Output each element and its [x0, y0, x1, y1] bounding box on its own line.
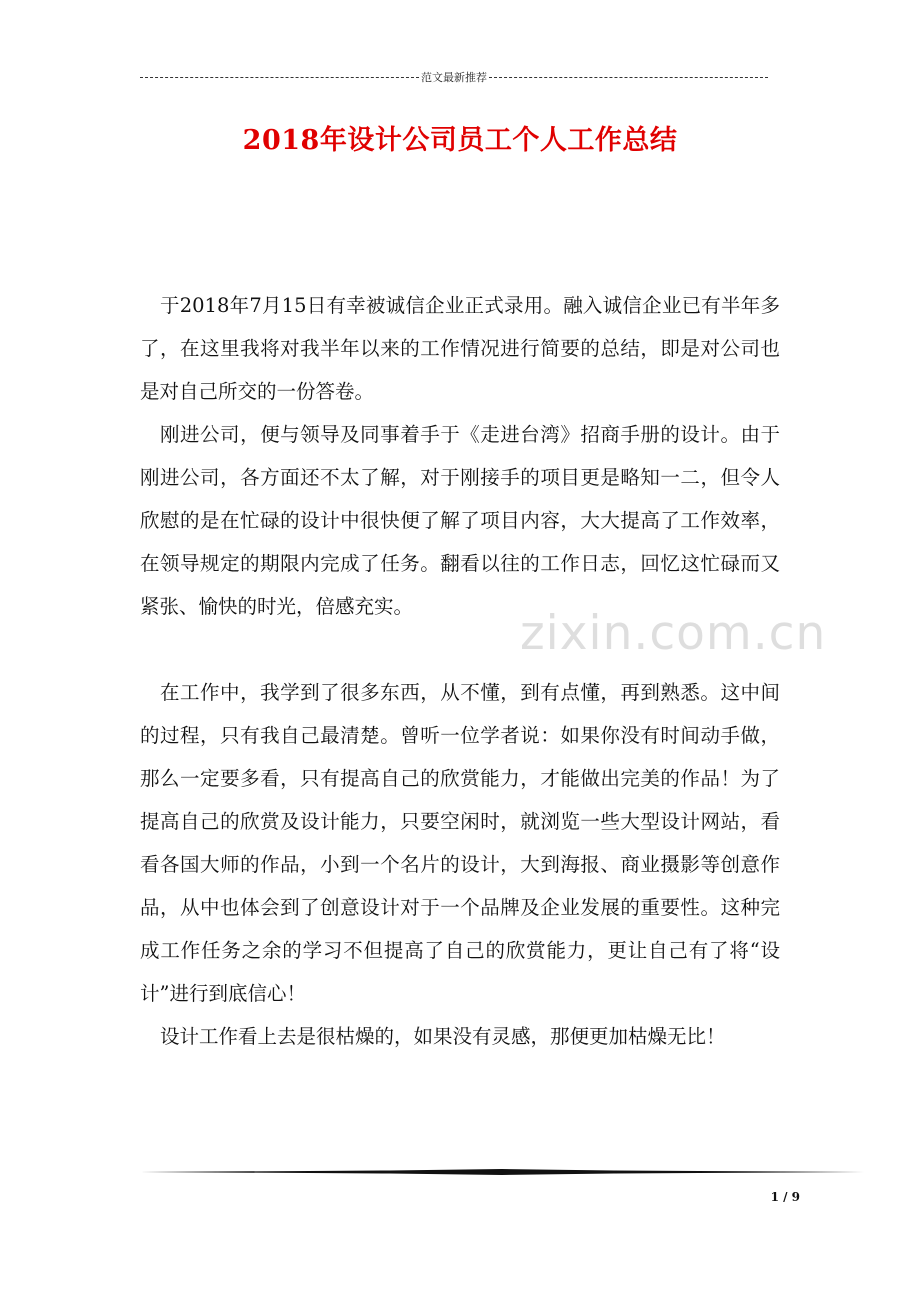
paragraph-4: 设计工作看上去是很枯燥的，如果没有灵感，那便更加枯燥无比！	[160, 1025, 726, 1048]
header-dashes-right	[489, 77, 768, 78]
document-body	[140, 284, 780, 1058]
document-title: 2018年设计公司员工个人工作总结	[242, 125, 678, 156]
paragraph-3: 在工作中，我学到了很多东西，从不懂，到有点懂，再到熟悉。这中间的过程，只有我自己最清楚。曾听一位学者说：如果你没有时间动手做，那么一定要多看，只有提高自己的欣赏能力，才能做出完美的作品！为了提高自己的欣赏及设计能力，只要空闲时，就浏览一些大型设计网站，看看各国大师的作品，小到一个名片的设计，大到海报、商业摄影等创意作品，从中也体会到了创意设计对于一个品牌及企业发展的重要性。这种完成工作任务之余的学习不但提高了自己的欣赏能力，更让自己有了将“设计”进行到底信心！	[140, 681, 780, 1005]
watermark: zixin.com.cn	[520, 606, 827, 661]
page-header	[140, 68, 768, 86]
page-number: 1 / 9	[770, 1190, 800, 1204]
header-label: 范文最新推荐	[421, 71, 487, 84]
header-dashes-left	[140, 77, 419, 78]
footer-rule	[140, 1166, 864, 1178]
paragraph-1: 于2018年7月15日有幸被诚信企业正式录用。融入诚信企业已有半年多了，在这里我将对我半年以来的工作情况进行简要的总结，即是对公司也是对自己所交的一份答卷。	[140, 294, 780, 403]
paragraph-2: 刚进公司，便与领导及同事着手于《走进台湾》招商手册的设计。由于刚进公司，各方面还不太了解，对于刚接手的项目更是略知一二，但令人欣慰的是在忙碌的设计中很快便了解了项目内容，大大提高了工作效率，在领导规定的期限内完成了任务。翻看以往的工作日志，回忆这忙碌而又紧张、愉快的时光，倍感充实。	[140, 423, 780, 618]
